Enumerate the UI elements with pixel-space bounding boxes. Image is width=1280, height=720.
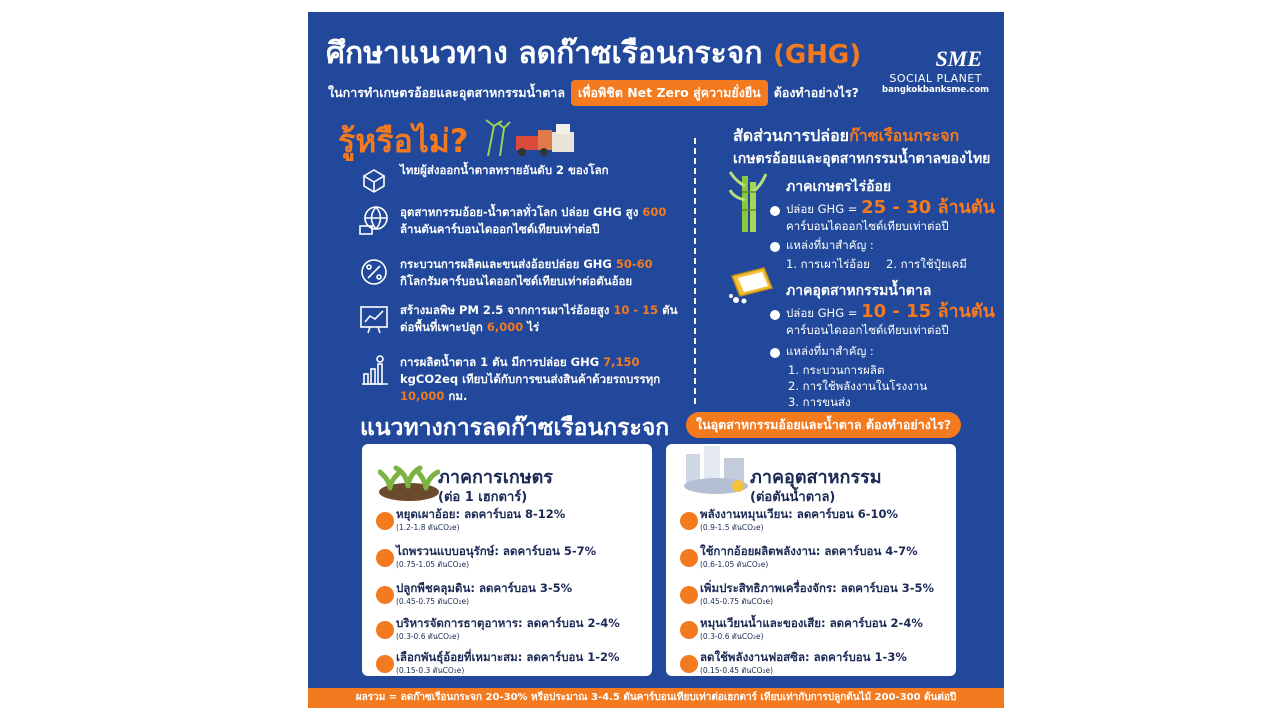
- sugarcane-truck-illustration: [480, 118, 576, 158]
- industry-subtitle: (ต่อตันน้ำตาล): [750, 490, 836, 505]
- fact-text-part: ไร่: [523, 320, 540, 334]
- reduction-item: [376, 649, 646, 683]
- industry-source-3: 3. การขนส่ง: [788, 395, 851, 409]
- emissions-subheading: เกษตรอ้อยและอุตสาหกรรมน้ำตาลของไทย: [733, 151, 991, 167]
- reduction-label: ลดใช้พลังงานฟอสซิล: ลดคาร์บอน 1-3%: [700, 650, 907, 664]
- reduction-range: (0.45-0.75 ตันCO₂e): [700, 597, 774, 606]
- sugar-box-icon: [358, 162, 390, 194]
- reduction-range: (0.75-1.05 ตันCO₂e): [396, 560, 470, 569]
- percent-process-icon: [358, 256, 390, 288]
- approach-heading: แนวทางการลดก๊าซเรือนกระจก: [360, 415, 670, 441]
- fact-text-part: กระบวนการผลิตและขนส่งอ้อยปล่อย GHG: [400, 257, 616, 271]
- emissions-heading-pre: สัดส่วนการปล่อย: [733, 126, 850, 145]
- emissions-heading: [733, 124, 959, 149]
- reduction-label: หยุดเผาอ้อย: ลดคาร์บอน 8-12%: [396, 507, 566, 521]
- seedlings-icon: [378, 456, 440, 502]
- reduction-item: [680, 506, 950, 540]
- reduction-range: (0.3-0.6 ตันCO₂e): [396, 632, 460, 641]
- fact-text: [400, 162, 690, 179]
- agriculture-title: ภาคการเกษตร: [438, 467, 553, 488]
- industry-source-1: 1. กระบวนการผลิต: [788, 363, 885, 377]
- logo-name: SOCIAL PLANET: [889, 72, 982, 85]
- emissions-heading-highlight: ก๊าซเรือนกระจก: [849, 126, 960, 145]
- subtitle-post: ต้องทำอย่างไร?: [773, 85, 859, 100]
- reduction-label: พลังงานหมุนเวียน: ลดคาร์บอน 6-10%: [700, 507, 899, 521]
- orange-dot: [376, 655, 394, 673]
- fact-text-part: ไทยผู้ส่งออกน้ำตาลทรายอันดับ 2 ของโลก: [400, 163, 609, 177]
- orange-dot: [680, 621, 698, 639]
- orange-dot: [680, 549, 698, 567]
- reduction-item: [680, 615, 950, 649]
- reduction-label: ไถพรวนแบบอนุรักษ์: ลดคาร์บอน 5-7%: [396, 544, 597, 558]
- subtitle-highlight: เพื่อพิชิต Net Zero สู่ความยั่งยืน: [571, 80, 768, 106]
- reduction-range: (0.3-0.6 ตันCO₂e): [700, 632, 764, 641]
- farm-source-2: 2. การใช้ปุ๋ยเคมี: [886, 257, 967, 271]
- approach-pill: ในอุตสาหกรรมอ้อยและน้ำตาล ต้องทำอย่างไร?: [686, 412, 961, 438]
- fact-text-part: กม.: [444, 389, 468, 403]
- reduction-item: [376, 580, 646, 614]
- farm-sources-label: แหล่งที่มาสำคัญ :: [786, 238, 874, 252]
- summary-footer: ผลรวม = ลดก๊าซเรือนกระจก 20-30% หรือประมาณ 3-4.5 ตันคาร์บอนเทียบเท่าต่อเฮกตาร์ เทียบเท่ากับการปลูกต้นไม้ 200-300 ต้นต่อปี: [308, 688, 1004, 708]
- industry-title: ภาคอุตสาหกรรม: [750, 467, 882, 488]
- sugar-crate-icon: [728, 262, 778, 304]
- orange-dot: [376, 512, 394, 530]
- fact-text-part: ตันต่อพื้นที่เพาะปลูก: [400, 303, 678, 334]
- farm-source-1: 1. การเผาไร่อ้อย: [786, 257, 870, 271]
- farm-emit-label: ปล่อย GHG =: [786, 202, 858, 216]
- industry-source-2: 2. การใช้พลังงานในโรงงาน: [788, 379, 928, 393]
- reduction-range: (0.6-1.05 ตันCO₂e): [700, 560, 769, 569]
- orange-dot: [680, 586, 698, 604]
- industry-emission: [786, 301, 995, 322]
- fact-highlight: 6,000: [486, 320, 524, 334]
- reduction-range: (0.15-0.3 ตันCO₂e): [396, 666, 465, 675]
- farm-emit-unit: คาร์บอนไดออกไซด์เทียบเท่าต่อปี: [786, 219, 949, 233]
- title-ghg: (GHG): [772, 40, 862, 70]
- fact-text-part: สร้างมลพิษ PM 2.5 จากการเผาไร่อ้อยสูง: [400, 303, 614, 317]
- fact-text: [400, 204, 690, 238]
- orange-dot: [680, 655, 698, 673]
- reduction-item: [376, 543, 646, 577]
- bullet-dot: [770, 310, 780, 320]
- industry-sector-title: ภาคอุตสาหกรรมน้ำตาล: [786, 283, 932, 299]
- reduction-item: [376, 615, 646, 649]
- farm-sector-title: ภาคเกษตรไร่อ้อย: [786, 179, 892, 195]
- reduction-item: [680, 649, 950, 683]
- globe-co2-icon: [358, 204, 390, 236]
- fact-text: [400, 302, 690, 336]
- reduction-label: เพิ่มประสิทธิภาพเครื่องจักร: ลดคาร์บอน 3-5%: [700, 581, 934, 595]
- fact-highlight: 50-60: [615, 257, 653, 271]
- orange-dot: [376, 621, 394, 639]
- reduction-item: [680, 580, 950, 614]
- factory-icon: [680, 436, 752, 496]
- fact-text-part: ล้านตันคาร์บอนไดออกไซด์เทียบเท่าต่อปี: [400, 222, 600, 236]
- reduction-label: ปลูกพืชคลุมดิน: ลดคาร์บอน 3-5%: [396, 581, 573, 595]
- orange-dot: [376, 586, 394, 604]
- sme-social-planet-logo: [882, 46, 990, 95]
- reduction-range: (1.2-1.8 ตันCO₂e): [396, 523, 460, 532]
- industry-emit-unit: คาร์บอนไดออกไซด์เทียบเท่าต่อปี: [786, 323, 949, 337]
- orange-dot: [680, 512, 698, 530]
- logo-brand: SME: [935, 46, 982, 71]
- fact-text: [400, 256, 690, 290]
- fact-text-part: กิโลกรัมคาร์บอนไดออกไซด์เทียบเท่าต่อตันอ้อย: [400, 274, 633, 288]
- reduction-label: บริหารจัดการธาตุอาหาร: ลดคาร์บอน 2-4%: [396, 616, 620, 630]
- agriculture-card: [362, 444, 652, 676]
- reduction-label: ใช้กากอ้อยผลิตพลังงาน: ลดคาร์บอน 4-7%: [700, 544, 918, 558]
- chart-board-icon: [358, 302, 390, 334]
- industry-sources-label: แหล่งที่มาสำคัญ :: [786, 344, 874, 358]
- logo-url: bangkokbanksme.com: [882, 85, 990, 95]
- industry-emit-value: 10 - 15 ล้านตัน: [861, 301, 995, 322]
- did-you-know-heading: รู้หรือไม่?: [338, 122, 469, 160]
- bullet-dot: [770, 206, 780, 216]
- fact-text-part: การผลิตน้ำตาล 1 ตัน มีการปล่อย GHG: [400, 355, 604, 369]
- subtitle: [328, 80, 859, 106]
- fact-highlight: 600: [642, 205, 667, 219]
- fact-text-part: อุตสาหกรรมอ้อย-น้ำตาลทั่วโลก ปล่อย GHG สูง: [400, 205, 643, 219]
- fact-highlight: 7,150: [603, 355, 640, 369]
- bullet-dot: [770, 348, 780, 358]
- bullet-dot: [770, 242, 780, 252]
- reduction-item: [680, 543, 950, 577]
- sugarcane-icon: [728, 170, 768, 234]
- reduction-range: (0.9-1.5 ตันCO₂e): [700, 523, 764, 532]
- fact-text-part: kgCO2eq เทียบได้กับการขนส่งสินค้าด้วยรถบรรทุก: [400, 372, 661, 386]
- reduction-item: [376, 506, 646, 540]
- reduction-label: หมุนเวียนน้ำและของเสีย: ลดคาร์บอน 2-4%: [700, 616, 923, 630]
- orange-dot: [376, 549, 394, 567]
- page-title: [326, 30, 861, 77]
- title-text: ศึกษาแนวทาง ลดก๊าซเรือนกระจก: [326, 36, 763, 71]
- industry-emit-label: ปล่อย GHG =: [786, 306, 858, 320]
- reduction-label: เลือกพันธุ์อ้อยที่เหมาะสม: ลดคาร์บอน 1-2%: [396, 650, 620, 664]
- infographic-poster: [308, 12, 1004, 708]
- reduction-range: (0.45-0.75 ตันCO₂e): [396, 597, 470, 606]
- industry-card: [666, 444, 956, 676]
- agriculture-subtitle: (ต่อ 1 เฮกตาร์): [438, 490, 528, 505]
- fact-text: [400, 354, 690, 405]
- section-divider: [694, 138, 696, 404]
- fact-highlight: 10,000: [400, 389, 445, 403]
- farm-emission: [786, 197, 995, 218]
- farm-emit-value: 25 - 30 ล้านตัน: [861, 197, 995, 218]
- reduction-range: (0.15-0.45 ตันCO₂e): [700, 666, 774, 675]
- bar-chart-icon: [358, 354, 390, 386]
- fact-highlight: 10 - 15: [613, 303, 659, 317]
- subtitle-pre: ในการทำเกษตรอ้อยและอุตสาหกรรมน้ำตาล: [328, 85, 565, 100]
